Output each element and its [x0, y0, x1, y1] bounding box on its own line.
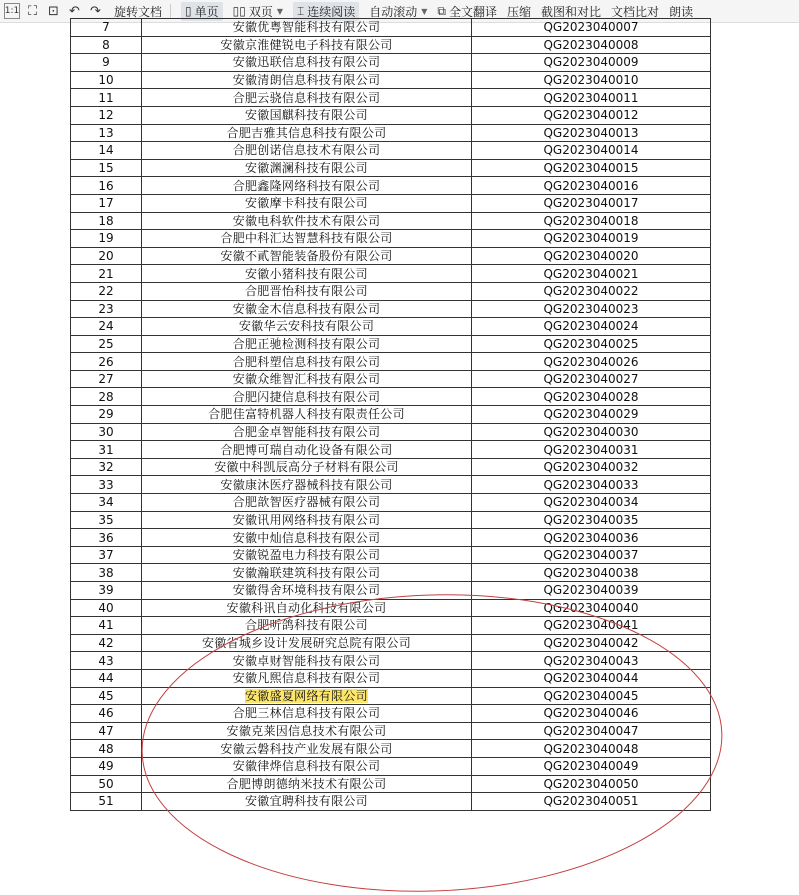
actual-size-icon[interactable]: 1:1 [4, 3, 20, 19]
registration-code: QG2023040022 [472, 282, 711, 300]
company-name-cell [142, 370, 472, 388]
row-number: 11 [71, 89, 142, 107]
registration-code: QG2023040012 [472, 106, 711, 124]
company-name: 安徽不貳智能装备股份有限公司 [220, 249, 393, 264]
table-row [71, 212, 711, 230]
company-name-cell [142, 634, 472, 652]
translate-icon: ⧉ [437, 3, 446, 18]
company-name-cell [142, 757, 472, 775]
compress-button[interactable] [507, 3, 531, 20]
company-name: 安徽摩卡科技有限公司 [244, 196, 368, 211]
company-name-cell [142, 793, 472, 811]
company-name-cell [142, 194, 472, 212]
row-number: 36 [71, 529, 142, 547]
read-aloud-button[interactable] [669, 3, 693, 20]
table-row [71, 177, 711, 195]
company-name-cell [142, 106, 472, 124]
company-name: 合肥创诺信息技术有限公司 [232, 143, 381, 158]
company-name-cell [142, 335, 472, 353]
company-name: 安徽金木信息科技有限公司 [232, 301, 381, 316]
registration-code: QG2023040028 [472, 388, 711, 406]
company-name-cell [142, 177, 472, 195]
row-number: 43 [71, 652, 142, 670]
toolbar-divider [170, 4, 171, 18]
registration-code: QG2023040039 [472, 582, 711, 600]
table-row [71, 353, 711, 371]
table-row [71, 634, 711, 652]
registration-code: QG2023040035 [472, 511, 711, 529]
rotate-document-button[interactable] [114, 3, 162, 20]
screenshot-compare-button[interactable] [541, 3, 601, 20]
row-number: 29 [71, 406, 142, 424]
row-number: 39 [71, 582, 142, 600]
doc-compare-label: 文档比对 [611, 4, 660, 19]
company-name: 合肥中科汇达智慧科技有限公司 [220, 231, 393, 246]
table-row [71, 159, 711, 177]
table-row [71, 265, 711, 283]
company-name-cell [142, 36, 472, 54]
double-page-icon: ▯▯ [232, 4, 246, 18]
table-row [71, 511, 711, 529]
registration-code: QG2023040033 [472, 476, 711, 494]
registration-code: QG2023040037 [472, 546, 711, 564]
row-number: 10 [71, 71, 142, 89]
company-name-cell [142, 212, 472, 230]
company-name: 合肥博可瑞自动化设备有限公司 [220, 442, 393, 457]
company-name: 合肥云骁信息科技有限公司 [232, 90, 381, 105]
row-number: 42 [71, 634, 142, 652]
registration-code: QG2023040009 [472, 54, 711, 72]
table-row [71, 282, 711, 300]
company-name: 合肥歆智医疗器械有限公司 [232, 495, 381, 510]
registration-code: QG2023040023 [472, 300, 711, 318]
chevron-down-icon: ▼ [421, 6, 428, 16]
company-name-cell [142, 740, 472, 758]
row-number: 28 [71, 388, 142, 406]
company-name-cell [142, 564, 472, 582]
company-name-cell [142, 353, 472, 371]
company-name: 合肥听鸽科技有限公司 [244, 618, 368, 633]
company-name-cell [142, 494, 472, 512]
registration-code: QG2023040014 [472, 142, 711, 160]
continuous-reading-label: 连续阅读 [307, 4, 356, 19]
row-number: 19 [71, 230, 142, 248]
company-name-cell [142, 71, 472, 89]
table-row [71, 406, 711, 424]
highlighted-company-name: 安徽盛夏网络有限公司 [244, 688, 368, 703]
full-translate-label: 全文翻译 [449, 4, 498, 19]
table-row [71, 494, 711, 512]
table-row [71, 564, 711, 582]
row-number: 27 [71, 370, 142, 388]
company-name-cell [142, 54, 472, 72]
row-number: 31 [71, 441, 142, 459]
company-name: 安徽渊澜科技有限公司 [244, 161, 368, 176]
company-name: 合肥闪捷信息科技有限公司 [232, 389, 381, 404]
company-name-cell [142, 546, 472, 564]
row-number: 48 [71, 740, 142, 758]
registration-code: QG2023040045 [472, 687, 711, 705]
row-number: 45 [71, 687, 142, 705]
rotate-document-label: 旋转文档 [114, 4, 163, 19]
registration-code: QG2023040036 [472, 529, 711, 547]
row-number: 17 [71, 194, 142, 212]
company-name: 安徽讯用网络科技有限公司 [232, 512, 381, 527]
company-name: 合肥晋怡科技有限公司 [244, 284, 368, 299]
company-name-cell [142, 441, 472, 459]
row-number: 15 [71, 159, 142, 177]
company-name-cell [142, 476, 472, 494]
table-row [71, 194, 711, 212]
registration-code: QG2023040016 [472, 177, 711, 195]
row-number: 20 [71, 247, 142, 265]
continuous-reading-icon: ⌶ [297, 3, 305, 18]
table-row [71, 582, 711, 600]
table-row [71, 669, 711, 687]
table-row [71, 36, 711, 54]
company-table [70, 18, 711, 811]
company-name-cell [142, 529, 472, 547]
fit-page-icon[interactable]: ⛶ [27, 3, 38, 19]
table-row [71, 388, 711, 406]
table-row [71, 652, 711, 670]
company-name-cell [142, 124, 472, 142]
company-name: 合肥科塑信息科技有限公司 [232, 354, 381, 369]
row-number: 37 [71, 546, 142, 564]
registration-code: QG2023040042 [472, 634, 711, 652]
table-row [71, 793, 711, 811]
registration-code: QG2023040024 [472, 318, 711, 336]
company-name: 安徽优粤智能科技有限公司 [232, 20, 381, 35]
row-number: 25 [71, 335, 142, 353]
table-row [71, 687, 711, 705]
registration-code: QG2023040027 [472, 370, 711, 388]
row-number: 38 [71, 564, 142, 582]
company-name: 安徽康沐医疗器械科技有限公司 [220, 477, 393, 492]
table-row [71, 705, 711, 723]
row-number: 34 [71, 494, 142, 512]
row-number: 46 [71, 705, 142, 723]
company-name: 安徽克莱因信息技术有限公司 [226, 724, 387, 739]
company-name-cell [142, 159, 472, 177]
registration-code: QG2023040049 [472, 757, 711, 775]
company-name-cell [142, 282, 472, 300]
row-number: 8 [71, 36, 142, 54]
table-row [71, 89, 711, 107]
registration-code: QG2023040013 [472, 124, 711, 142]
registration-code: QG2023040008 [472, 36, 711, 54]
company-name-cell [142, 511, 472, 529]
company-name: 安徽宜聘科技有限公司 [244, 794, 368, 809]
company-name: 安徽华云安科技有限公司 [238, 319, 375, 334]
screenshot-compare-label: 截图和对比 [541, 4, 602, 19]
company-name: 合肥鑫隆网络科技有限公司 [232, 178, 381, 193]
company-name: 安徽迅联信息科技有限公司 [232, 55, 381, 70]
fit-width-icon[interactable]: ⊡ [48, 3, 59, 19]
registration-code: QG2023040025 [472, 335, 711, 353]
registration-code: QG2023040034 [472, 494, 711, 512]
company-name: 安徽中灿信息科技有限公司 [232, 530, 381, 545]
table-row [71, 740, 711, 758]
registration-code: QG2023040050 [472, 775, 711, 793]
table-row [71, 370, 711, 388]
company-name-cell [142, 423, 472, 441]
table-row [71, 458, 711, 476]
company-name-cell [142, 19, 472, 37]
row-number: 49 [71, 757, 142, 775]
table-row [71, 617, 711, 635]
registration-code: QG2023040046 [472, 705, 711, 723]
company-name-cell [142, 582, 472, 600]
registration-code: QG2023040048 [472, 740, 711, 758]
company-name: 合肥正驰检测科技有限公司 [232, 336, 381, 351]
double-page-label: 双页 [248, 4, 273, 19]
table-row [71, 71, 711, 89]
row-number: 41 [71, 617, 142, 635]
compress-label: 压缩 [507, 4, 532, 19]
company-name: 安徽小猪科技有限公司 [244, 266, 368, 281]
registration-code: QG2023040029 [472, 406, 711, 424]
row-number: 16 [71, 177, 142, 195]
row-number: 23 [71, 300, 142, 318]
doc-compare-button[interactable] [611, 3, 659, 20]
rotate-left-icon[interactable]: ↶ [69, 3, 80, 19]
table-row [71, 247, 711, 265]
company-name-cell [142, 230, 472, 248]
row-number: 30 [71, 423, 142, 441]
table-row [71, 441, 711, 459]
table-row [71, 476, 711, 494]
row-number: 51 [71, 793, 142, 811]
row-number: 35 [71, 511, 142, 529]
company-name-cell [142, 705, 472, 723]
company-name: 安徽云磐科技产业发展有限公司 [220, 741, 393, 756]
row-number: 26 [71, 353, 142, 371]
registration-code: QG2023040015 [472, 159, 711, 177]
read-aloud-label: 朗读 [669, 4, 694, 19]
table-row [71, 124, 711, 142]
table-row [71, 722, 711, 740]
company-name: 安徽清朗信息科技有限公司 [232, 73, 381, 88]
single-page-label: 单页 [194, 4, 219, 19]
rotate-right-icon[interactable]: ↷ [90, 3, 101, 19]
registration-code: QG2023040041 [472, 617, 711, 635]
table-row [71, 546, 711, 564]
registration-code: QG2023040021 [472, 265, 711, 283]
company-name: 合肥三林信息科技有限公司 [232, 706, 381, 721]
company-name-cell [142, 687, 472, 705]
company-name-cell [142, 775, 472, 793]
company-name: 安徽中科凯辰高分子材料有限公司 [214, 460, 399, 475]
row-number: 24 [71, 318, 142, 336]
company-name: 安徽得舍环境科技有限公司 [232, 583, 381, 598]
company-name-cell [142, 142, 472, 160]
registration-code: QG2023040011 [472, 89, 711, 107]
registration-code: QG2023040047 [472, 722, 711, 740]
company-name: 安徽电科软件技术有限公司 [232, 213, 381, 228]
row-number: 14 [71, 142, 142, 160]
company-table-body [71, 19, 711, 811]
registration-code: QG2023040019 [472, 230, 711, 248]
company-name-cell [142, 617, 472, 635]
table-row [71, 230, 711, 248]
registration-code: QG2023040030 [472, 423, 711, 441]
row-number: 22 [71, 282, 142, 300]
row-number: 18 [71, 212, 142, 230]
company-name: 安徽律烨信息科技有限公司 [232, 759, 381, 774]
company-name-cell [142, 300, 472, 318]
row-number: 7 [71, 19, 142, 37]
table-row [71, 423, 711, 441]
company-name: 安徽京淮健锐电子科技有限公司 [220, 37, 393, 52]
company-name: 安徽卓财智能科技有限公司 [232, 653, 381, 668]
table-row [71, 318, 711, 336]
registration-code: QG2023040020 [472, 247, 711, 265]
company-name: 合肥佳富特机器人科技有限责任公司 [208, 407, 405, 422]
row-number: 33 [71, 476, 142, 494]
row-number: 32 [71, 458, 142, 476]
row-number: 50 [71, 775, 142, 793]
table-row [71, 19, 711, 37]
company-name-cell [142, 318, 472, 336]
company-name-cell [142, 722, 472, 740]
company-name: 安徽省城乡设计发展研究总院有限公司 [201, 636, 412, 651]
table-row [71, 775, 711, 793]
registration-code: QG2023040010 [472, 71, 711, 89]
table-row [71, 529, 711, 547]
company-name: 安徽科讯自动化科技有限公司 [226, 600, 387, 615]
company-name-cell [142, 458, 472, 476]
registration-code: QG2023040043 [472, 652, 711, 670]
table-row [71, 599, 711, 617]
row-number: 47 [71, 722, 142, 740]
registration-code: QG2023040018 [472, 212, 711, 230]
row-number: 21 [71, 265, 142, 283]
registration-code: QG2023040007 [472, 19, 711, 37]
table-row [71, 757, 711, 775]
company-name: 安徽国麒科技有限公司 [244, 108, 368, 123]
company-name: 合肥博朗德纳米技术有限公司 [226, 776, 387, 791]
row-number: 44 [71, 669, 142, 687]
chevron-down-icon: ▼ [276, 6, 284, 16]
company-name: 安徽瀚联建筑科技有限公司 [232, 565, 381, 580]
company-name-cell [142, 89, 472, 107]
table-row [71, 54, 711, 72]
row-number: 9 [71, 54, 142, 72]
registration-code: QG2023040017 [472, 194, 711, 212]
full-translate-button[interactable] [437, 3, 497, 20]
registration-code: QG2023040044 [472, 669, 711, 687]
table-row [71, 142, 711, 160]
company-name-cell [142, 247, 472, 265]
registration-code: QG2023040031 [472, 441, 711, 459]
row-number: 40 [71, 599, 142, 617]
registration-code: QG2023040026 [472, 353, 711, 371]
table-row [71, 335, 711, 353]
double-page-button[interactable] [233, 3, 283, 20]
registration-code: QG2023040040 [472, 599, 711, 617]
company-name-cell [142, 406, 472, 424]
auto-scroll-label: 自动滚动 [369, 4, 418, 19]
company-name: 安徽众维智汇科技有限公司 [232, 372, 381, 387]
registration-code: QG2023040032 [472, 458, 711, 476]
table-row [71, 106, 711, 124]
company-name-cell [142, 265, 472, 283]
table-row [71, 300, 711, 318]
auto-scroll-button[interactable] [369, 3, 427, 20]
company-name-cell [142, 652, 472, 670]
company-name-cell [142, 599, 472, 617]
company-name: 合肥金卓智能科技有限公司 [232, 424, 381, 439]
row-number: 13 [71, 124, 142, 142]
company-name: 合肥吉雅其信息科技有限公司 [226, 125, 387, 140]
company-name: 安徽凡煕信息科技有限公司 [232, 671, 381, 686]
single-page-icon: ▯ [185, 4, 192, 18]
row-number: 12 [71, 106, 142, 124]
company-name: 安徽锐盈电力科技有限公司 [232, 548, 381, 563]
registration-code: QG2023040038 [472, 564, 711, 582]
company-name-cell [142, 669, 472, 687]
registration-code: QG2023040051 [472, 793, 711, 811]
company-name-cell [142, 388, 472, 406]
